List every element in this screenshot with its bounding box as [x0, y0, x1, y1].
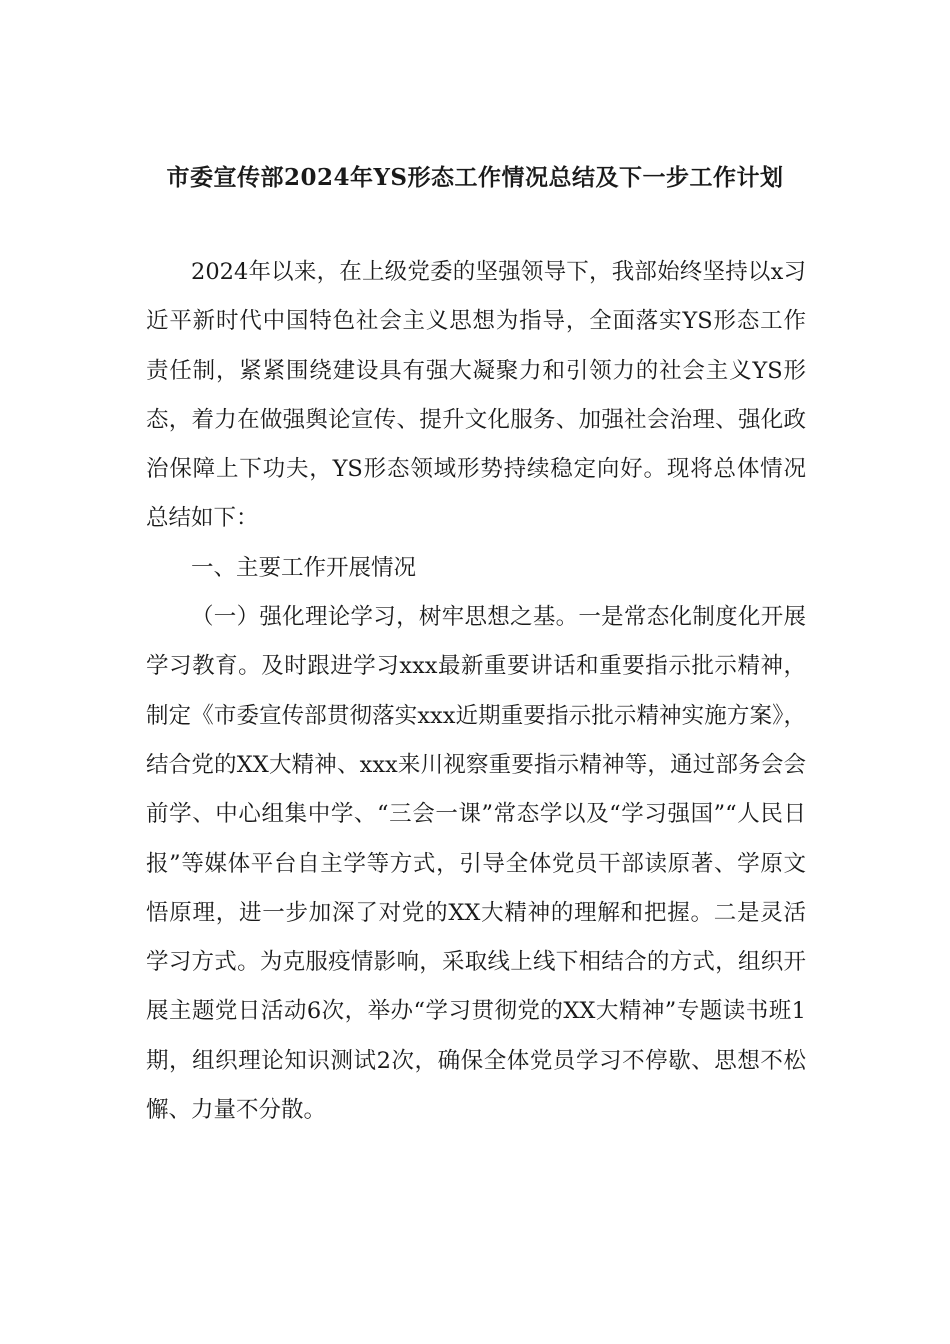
document-title: 市委宣传部2024年YS形态工作情况总结及下一步工作计划: [166, 164, 784, 191]
section-heading-main-work: 一、主要工作开展情况: [191, 554, 417, 581]
paragraph-intro: 2024年以来，在上级党委的坚强领导下，我部始终坚持以x习近平新时代中国特色社会主义思想为指导，全面落实YS形态工作责任制，紧紧围绕建设具有强大凝聚力和引领力的社会主义YS形态，着力在做强舆论宣传、提升文化服务、加强社会治理、强化政治保障上下功夫，YS形态领域形势持续稳定向好。现将总体情况总结如下：: [146, 259, 806, 532]
document-body: [146, 248, 806, 1135]
paragraph-theory-study: （一）强化理论学习，树牢思想之基。一是常态化制度化开展学习教育。及时跟进学习xxx最新重要讲话和重要指示批示精神，制定《市委宣传部贯彻落实xxx近期重要指示批示精神实施方案》，结合党的XX大精神、xxx来川视察重要指示精神等，通过部务会会前学、中心组集中学、“三会一课”常态学以及“学习强国”“人民日报”等媒体平台自主学等方式，引导全体党员干部读原著、学原文悟原理，进一步加深了对党的XX大精神的理解和把握。二是灵活学习方式。为克服疫情影响，采取线上线下相结合的方式，组织开展主题党日活动6次，举办“学习贯彻党的XX大精神”专题读书班1期，组织理论知识测试2次，确保全体党员学习不停歇、思想不松懈、力量不分散。: [146, 604, 806, 1124]
